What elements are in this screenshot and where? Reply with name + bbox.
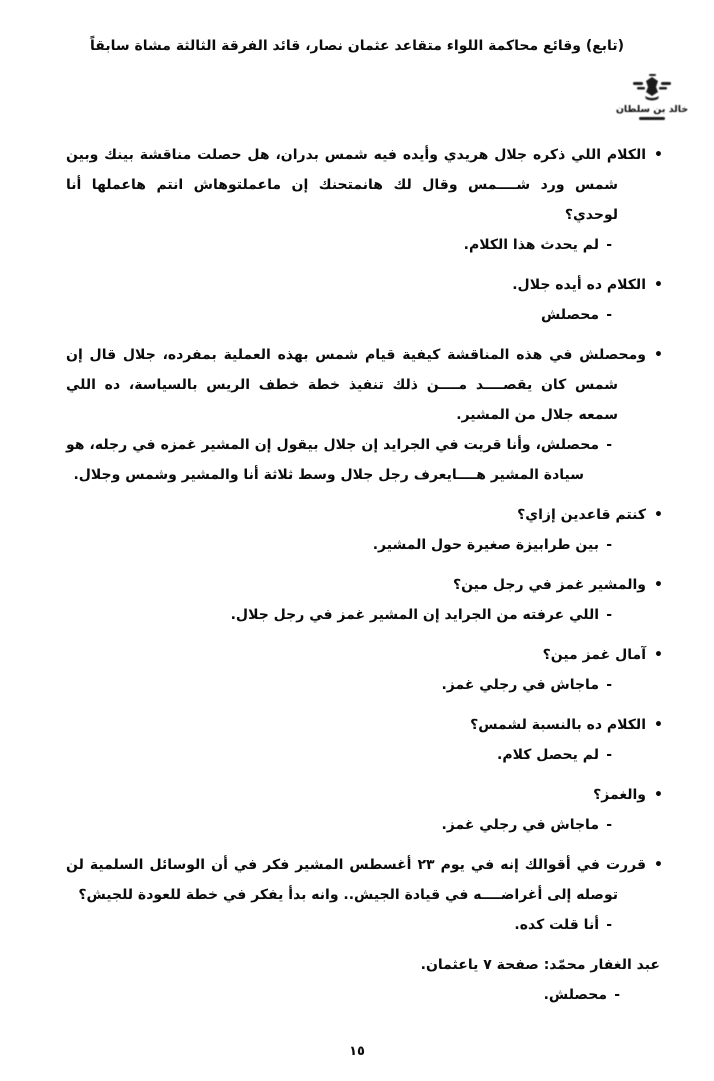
page-number: ١٥ [349,1044,365,1059]
bullet-icon: • [654,787,663,803]
page-title: (تابع) وقائع محاكمة اللواء متقاعد عثمان نصار، قائد الفرقة الثالثة مشاة سابقاً [90,38,624,54]
answer-text: محصلش [540,307,599,323]
answer-text: محصلش، وأنا قريت في الجرايد إن جلال بيقول إن المشير غمزه في رجله، هو سيادة المشير هــــايعرف رجل جلال وسط ثلاثة أنا والمشير وشمس وجلال. [66,437,599,483]
bullet-icon: • [654,857,663,873]
answer-text: اللي عرفته من الجرايد إن المشير غمز في رجل جلال. [230,607,599,623]
answer-text: ماجاش في رجلي غمز. [441,677,599,693]
question-line [66,340,663,430]
answer-text: أنا قلت كده. [514,917,599,933]
transcript-body [0,140,714,1020]
dash-icon: - [606,817,612,833]
qa-block [66,500,663,560]
question-text: ومحصلش في هذه المناقشة كيفية قيام شمس بهذه العملية بمفرده، جلال قال إن شمس كان يقصــــد مــــن ذلك تنفيذ خطة خطف الريس بالسياسة، ده اللي سمعه جلال من المشير. [66,347,646,423]
qa-block [66,340,663,490]
question-line [66,710,663,740]
question-text: قررت في أقوالك إنه في يوم ٢٣ أغسطس المشير فكر في أن الوسائل السلمية لن توصله إلى أغراضــــه في قيادة الجيش.. وانه بدأ يفكر في خطة للعودة للجيش؟ [66,857,646,903]
answer-line [66,910,612,940]
qa-block [66,640,663,700]
bullet-icon: • [654,507,663,523]
answer-line [66,740,612,770]
question-line [66,640,663,670]
question-text: الكلام ده بالنسبة لشمس؟ [470,717,646,733]
question-text: كنتم قاعدين إزاي؟ [517,507,646,523]
bullet-icon: • [654,717,663,733]
answer-line [66,980,620,1010]
answer-text: لم يحصل كلام. [497,747,599,763]
dash-icon: - [606,237,612,253]
qa-block [66,710,663,770]
bullet-icon: • [654,577,663,593]
dash-icon: - [614,987,620,1003]
stamp [606,74,698,120]
dash-icon: - [606,607,612,623]
answer-line [66,300,612,330]
closing-block [66,950,660,1010]
question-line [66,140,663,230]
dash-icon: - [606,917,612,933]
bullet-icon: • [654,147,663,163]
answer-line [66,530,612,560]
dash-icon: - [606,437,612,453]
speaker-line: عبد الغفار محمّد: صفحة ٧ ياعثمان. [420,957,660,973]
answer-line [66,670,612,700]
question-text: الكلام اللي ذكره جلال هريدي وأيده فيه شمس بدران، هل حصلت مناقشة بينك وبين شمس ورد شــــمس وقال لك هانمتحنك إن ماعملتوهاش انتم هاعملها أنا لوحدي؟ [66,147,646,223]
dash-icon: - [606,677,612,693]
stamp-subtext-mark [639,117,665,120]
answer-line [66,810,612,840]
answer-line [66,230,612,260]
answer-text: لم يحدث هذا الكلام. [463,237,599,253]
question-text: آمال غمز مين؟ [542,647,646,663]
bullet-icon: • [654,647,663,663]
question-line [66,270,663,300]
stamp-name: خالد بن سلطان [615,104,689,115]
answer-line [66,430,612,490]
dash-icon: - [606,747,612,763]
bullet-icon: • [654,347,663,363]
question-line [66,780,663,810]
question-text: والمشير غمز في رجل مين؟ [452,577,646,593]
answer-text: ماجاش في رجلي غمز. [441,817,599,833]
qa-block [66,270,663,330]
question-line [66,500,663,530]
bullet-icon: • [654,277,663,293]
answer-text: محصلش. [543,987,607,1003]
answer-line [66,600,612,630]
question-text: الكلام ده أيده جلال. [512,277,646,293]
question-line [66,850,663,910]
dash-icon: - [606,537,612,553]
qa-block [66,850,663,940]
question-text: والغمز؟ [593,787,646,803]
qa-block [66,570,663,630]
question-line [66,570,663,600]
dash-icon: - [606,307,612,323]
qa-block [66,140,663,260]
qa-block [66,780,663,840]
stamp-emblem-icon [625,74,679,104]
answer-text: بين طرابيزة صغيرة حول المشير. [372,537,599,553]
